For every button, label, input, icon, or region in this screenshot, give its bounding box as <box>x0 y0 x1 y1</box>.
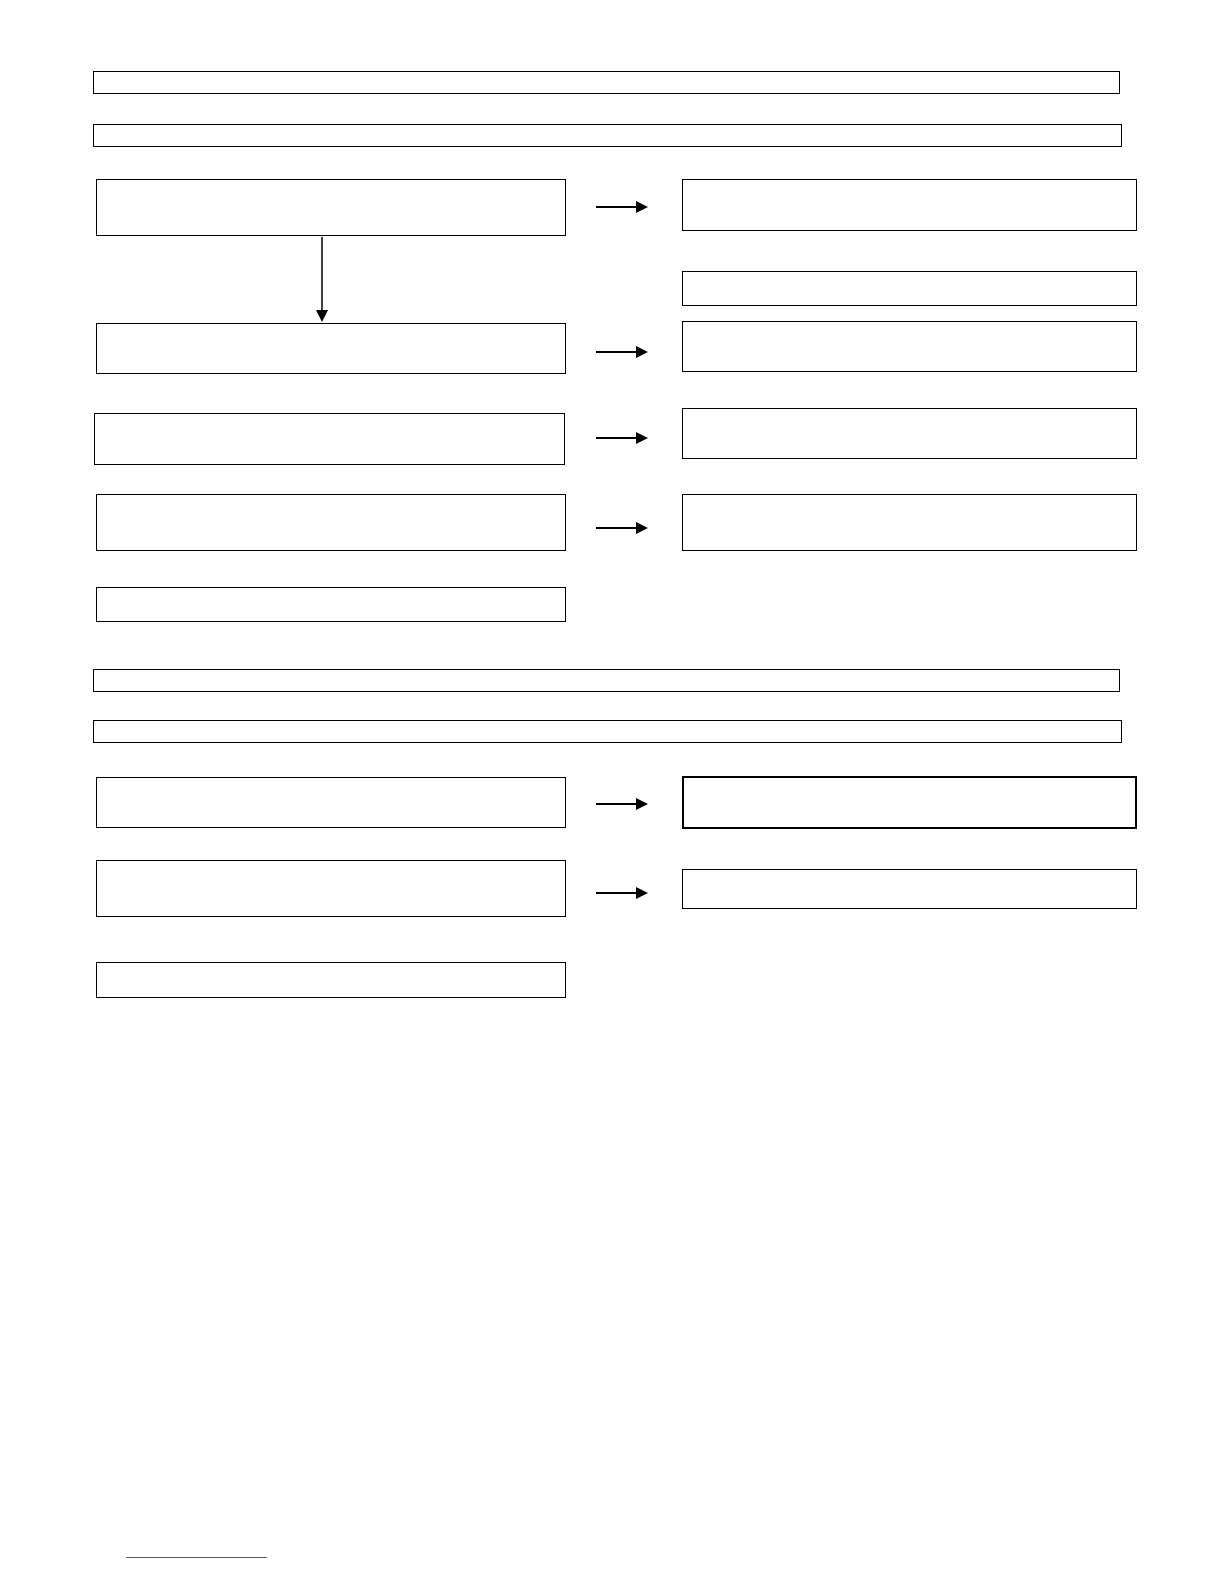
section-1-right-box-1 <box>682 179 1137 231</box>
section-2-left-box-2 <box>96 860 566 917</box>
section-2-right-box-1 <box>682 776 1137 829</box>
section-1-right-box-3 <box>682 321 1137 372</box>
section-2-left-box-1-text <box>97 778 565 786</box>
section-1-left-box-4 <box>96 494 566 551</box>
section-1-right-box-2-text <box>683 272 1136 280</box>
section-1-left-box-5 <box>96 587 566 622</box>
section-2-left-box-1 <box>96 777 566 828</box>
section-2-left-box-3-text <box>97 963 565 971</box>
arrow-right-s1-row-4 <box>596 522 648 534</box>
section-1-right-box-5 <box>682 494 1137 551</box>
section-2-header-bar-1-text <box>94 670 1119 678</box>
arrow-down-left-1-to-left-2 <box>316 237 328 322</box>
section-2-right-box-1-text <box>684 778 1135 786</box>
section-1-header-bar-1-text <box>94 72 1119 80</box>
section-1-right-box-4-text <box>683 409 1136 417</box>
section-1-left-box-5-text <box>97 588 565 596</box>
arrow-right-s1-row-2 <box>596 346 648 358</box>
section-1-header-bar-2-text <box>94 125 1121 133</box>
section-2-header-bar-1 <box>93 669 1120 692</box>
section-2-left-box-2-text <box>97 861 565 869</box>
section-1-right-box-4 <box>682 408 1137 459</box>
section-1-left-box-3 <box>94 413 565 465</box>
section-1-right-box-1-text <box>683 180 1136 188</box>
section-2-right-box-2-text <box>683 870 1136 878</box>
section-1-left-box-4-text <box>97 495 565 503</box>
section-1-right-box-3-text <box>683 322 1136 330</box>
section-1-right-box-2 <box>682 271 1137 306</box>
arrow-right-s2-row-2 <box>596 887 648 899</box>
section-2-header-bar-2 <box>93 720 1122 743</box>
arrow-right-s1-row-3 <box>596 432 648 444</box>
section-1-left-box-1 <box>96 179 566 236</box>
section-2-left-box-3 <box>96 962 566 998</box>
section-1-right-box-5-text <box>683 495 1136 503</box>
section-1-left-box-3-text <box>95 414 564 422</box>
section-2-right-box-2 <box>682 869 1137 909</box>
section-1-left-box-1-text <box>97 180 565 188</box>
footer-link-rule <box>126 1557 267 1558</box>
section-1-header-bar-1 <box>93 71 1120 94</box>
section-1-header-bar-2 <box>93 124 1122 147</box>
section-1-left-box-2-text <box>97 324 565 332</box>
section-1-left-box-2 <box>96 323 566 374</box>
arrow-right-s1-row-1 <box>596 201 648 213</box>
arrow-right-s2-row-1 <box>596 798 648 810</box>
section-2-header-bar-2-text <box>94 721 1121 729</box>
